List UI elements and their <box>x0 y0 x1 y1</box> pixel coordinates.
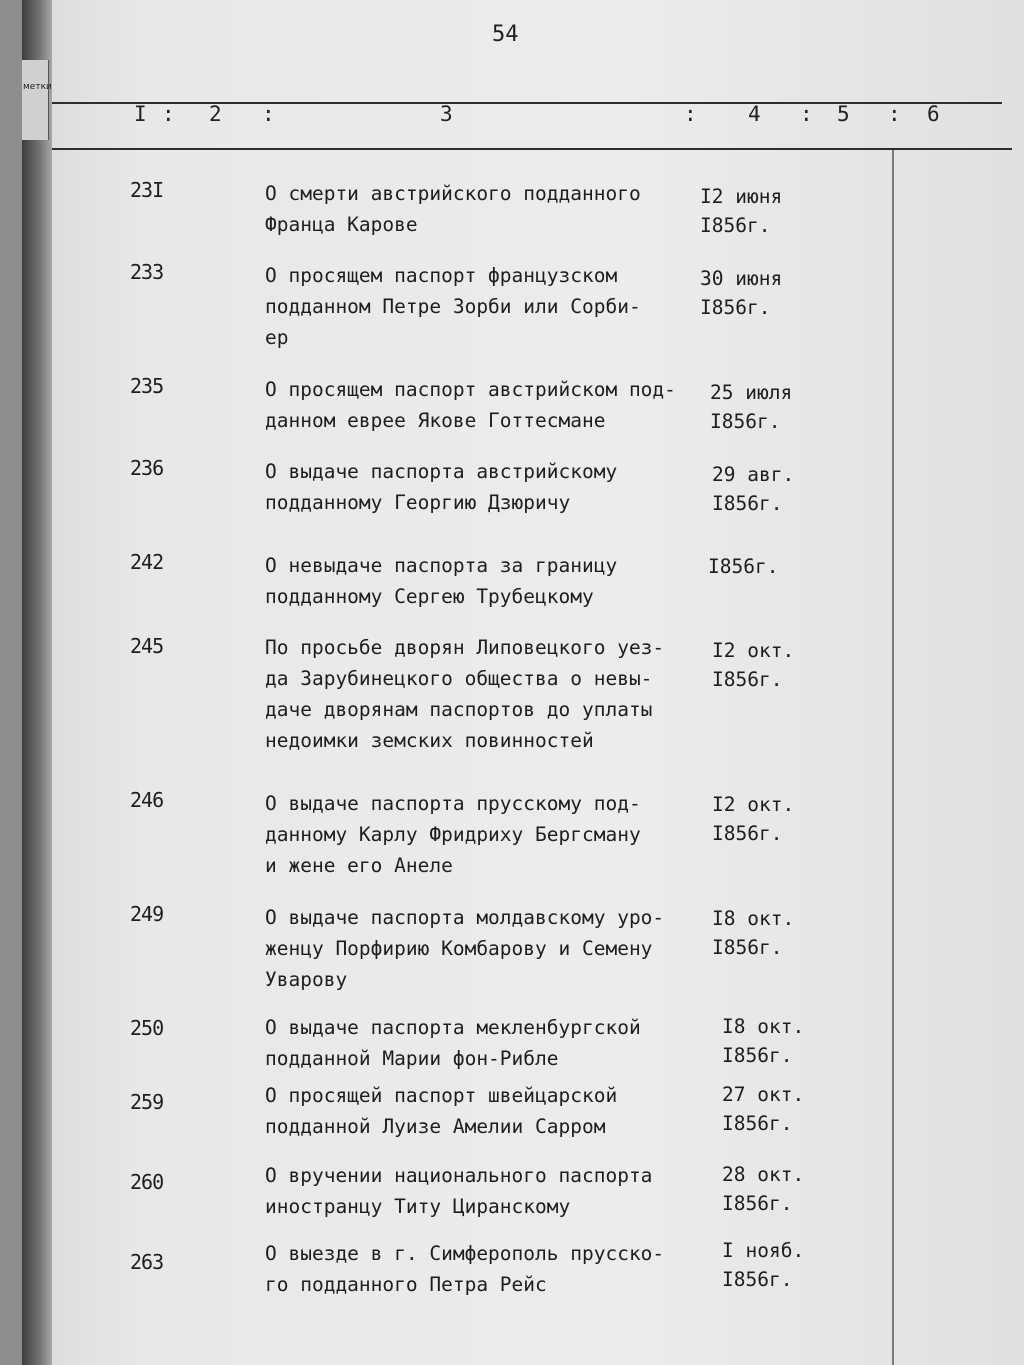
document-page <box>22 0 1024 1365</box>
record-title: О выдаче паспорта мекленбургской подданной Марии фон-Рибле <box>265 1016 641 1070</box>
record-number: 23I <box>130 178 164 202</box>
header-col-6: 6 <box>927 102 940 126</box>
page-number: 54 <box>492 22 519 47</box>
record-number: 259 <box>130 1090 164 1114</box>
record-date: I2 окт. I856г. <box>712 639 795 691</box>
header-separator: : <box>800 102 813 126</box>
book-binding <box>22 0 52 1365</box>
previous-page-edge <box>22 60 49 140</box>
record-date: I8 окт. I856г. <box>712 907 795 959</box>
record-title: О просящей паспорт швейцарской подданной Луизе Амелии Сарром <box>265 1084 618 1138</box>
header-separator: : <box>162 102 175 126</box>
header-col-4: 4 <box>748 102 761 126</box>
record-date: 28 окт. I856г. <box>722 1163 805 1215</box>
header-col-5: 5 <box>837 102 850 126</box>
record-date: I2 июня I856г. <box>700 185 783 237</box>
record-number: 263 <box>130 1250 164 1274</box>
record-number: 242 <box>130 550 164 574</box>
record-number: 235 <box>130 374 164 398</box>
record-title: О выдаче паспорта молдавскому уро- женцу Порфирию Комбарову и Семену Уварову <box>265 906 665 991</box>
header-separator: : <box>262 102 275 126</box>
record-number: 246 <box>130 788 164 812</box>
record-number: 233 <box>130 260 164 284</box>
header-col-1: I <box>134 102 147 126</box>
record-date: 27 окт. I856г. <box>722 1083 805 1135</box>
header-separator: : <box>684 102 697 126</box>
record-title: По просьбе дворян Липовецкого уез- да Зарубинецкого общества о невы- даче дворянам паспортов до уплаты недоимки земских повинностей <box>265 636 665 752</box>
header-bottom-rule <box>52 148 1012 150</box>
record-date: 29 авг. I856г. <box>712 463 795 515</box>
record-date: I8 окт. I856г. <box>722 1015 805 1067</box>
record-date: 25 июля I856г. <box>710 381 793 433</box>
record-title: О выезде в г. Симферополь прусско- го подданного Петра Рейс <box>265 1242 665 1296</box>
record-date: 30 июня I856г. <box>700 267 783 319</box>
record-number: 260 <box>130 1170 164 1194</box>
header-top-rule <box>52 102 1002 104</box>
record-title: О выдаче паспорта прусскому под- данному Карлу Фридриху Бергсману и жене его Анеле <box>265 792 641 877</box>
header-col-2: 2 <box>209 102 222 126</box>
record-number: 236 <box>130 456 164 480</box>
record-title: О смерти австрийского подданного Франца Карове <box>265 182 641 236</box>
record-number: 249 <box>130 902 164 926</box>
record-title: О невыдаче паспорта за границу подданному Сергею Трубецкому <box>265 554 618 608</box>
record-title: О выдаче паспорта австрийскому подданному Георгию Дзюричу <box>265 460 618 514</box>
record-number: 245 <box>130 634 164 658</box>
record-date: I856г. <box>708 555 779 578</box>
record-date: I2 окт. I856г. <box>712 793 795 845</box>
previous-page-label: метки <box>23 82 52 92</box>
record-number: 250 <box>130 1016 164 1040</box>
header-separator: : <box>888 102 901 126</box>
column-divider <box>892 150 894 1365</box>
record-title: О просящем паспорт французском подданном Петре Зорби или Сорби- ер <box>265 264 641 349</box>
record-title: О вручении национального паспорта иностранцу Титу Циранскому <box>265 1164 653 1218</box>
record-title: О просящем паспорт австрийском под- данном еврее Якове Готтесмане <box>265 378 676 432</box>
record-date: I нояб. I856г. <box>722 1239 805 1291</box>
header-col-3: 3 <box>440 102 453 126</box>
